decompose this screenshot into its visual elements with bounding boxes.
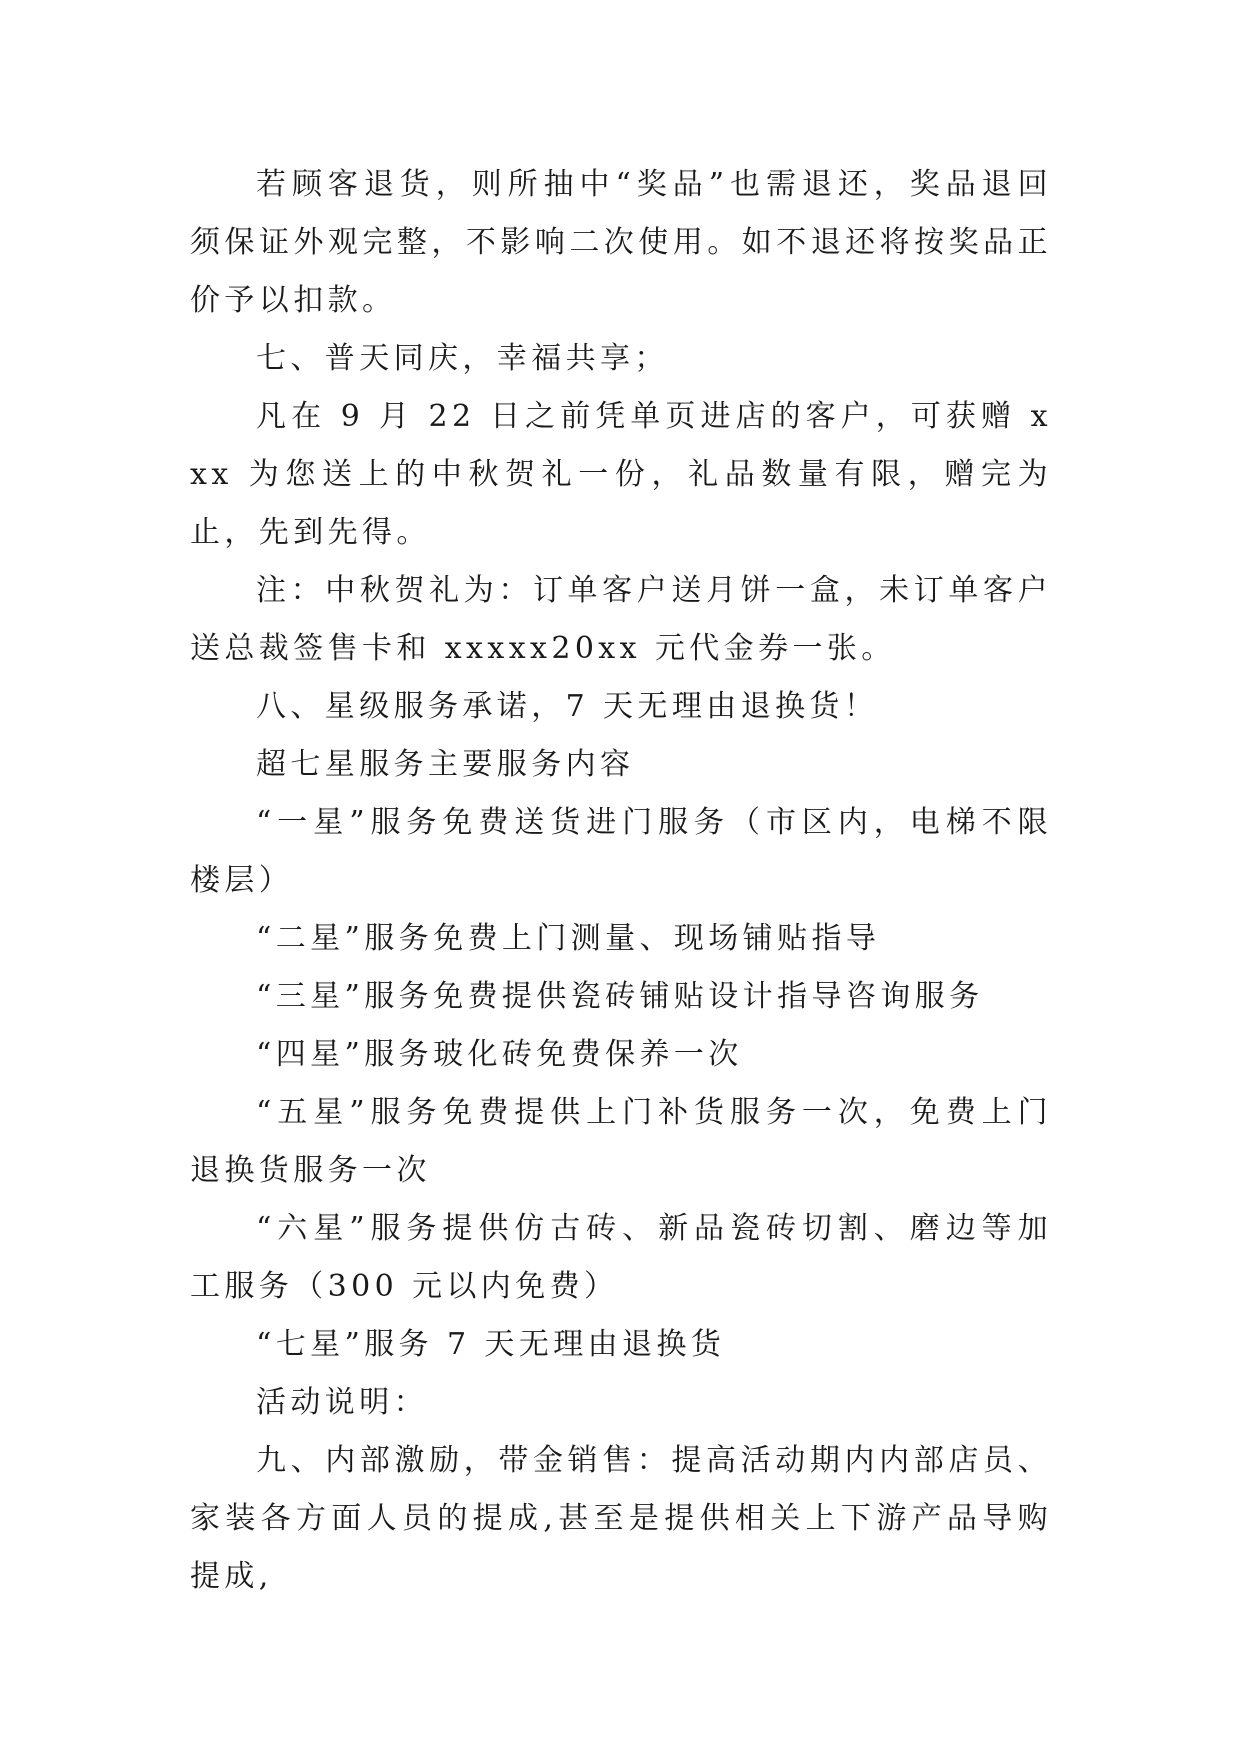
paragraph-five-star: “五星”服务免费提供上门补货服务一次，免费上门退换货服务一次 — [190, 1095, 1052, 1188]
paragraph-gift-note: 注：中秋贺礼为：订单客户送月饼一盒，未订单客户送总裁签售卡和 xxxxx20xx 元代金券一张。 — [190, 573, 1052, 666]
paragraph-section-7-heading: 七、普天同庆，幸福共享； — [256, 341, 669, 376]
paragraph-two-star: “二星”服务免费上门测量、现场铺贴指导 — [256, 921, 881, 956]
paragraph-service-overview: 超七星服务主要服务内容 — [256, 747, 635, 782]
paragraph-return-prize: 若顾客退货，则所抽中“奖品”也需退还，奖品退回须保证外观完整，不影响二次使用。如不退还将按奖品正价予以扣款。 — [190, 167, 1052, 318]
paragraph-section-9-heading: 九、内部激励，带金销售：提高活动期内内部店员、家装各方面人员的提成,甚至是提供相关上下游产品导购提成, — [190, 1443, 1052, 1594]
paragraph-mid-autumn-gift: 凡在 9 月 22 日之前凭单页进店的客户，可获赠 xxx 为您送上的中秋贺礼一份，礼品数量有限，赠完为止，先到先得。 — [190, 399, 1052, 550]
paragraph-three-star: “三星”服务免费提供瓷砖铺贴设计指导咨询服务 — [256, 979, 984, 1014]
paragraph-one-star: “一星”服务免费送货进门服务（市区内，电梯不限楼层） — [190, 805, 1052, 898]
document-body — [190, 156, 1052, 1606]
paragraph-six-star: “六星”服务提供仿古砖、新品瓷砖切割、磨边等加工服务（300 元以内免费） — [190, 1211, 1052, 1304]
paragraph-four-star: “四星”服务玻化砖免费保养一次 — [256, 1037, 743, 1072]
paragraph-activity-notes: 活动说明： — [256, 1385, 428, 1420]
paragraph-section-8-heading: 八、星级服务承诺，7 天无理由退换货！ — [256, 689, 879, 724]
paragraph-seven-star: “七星”服务 7 天无理由退换货 — [256, 1327, 726, 1362]
